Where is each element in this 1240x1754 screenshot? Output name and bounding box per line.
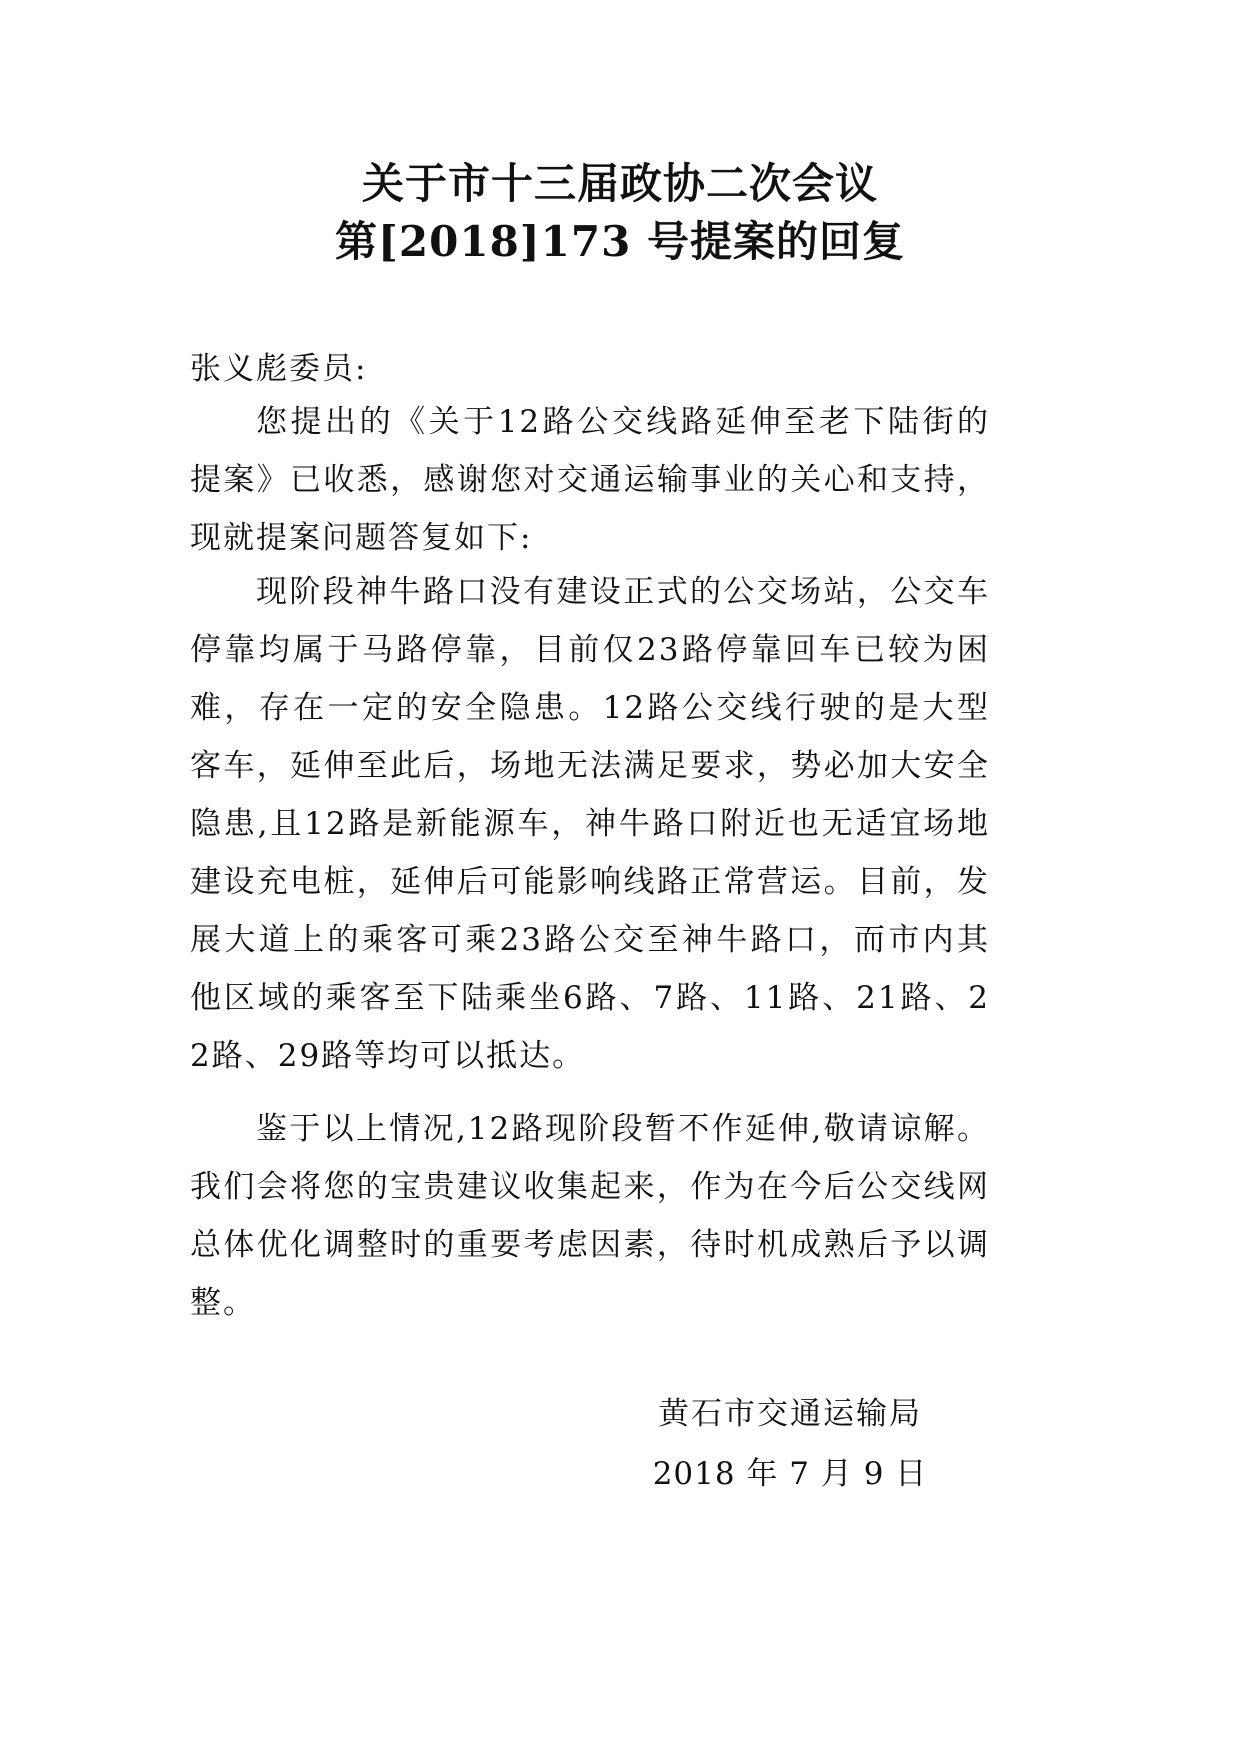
salutation: 张义彪委员: bbox=[190, 351, 368, 387]
signature-date: 2018 年 7 月 9 日 bbox=[652, 1456, 928, 1492]
paragraph-conclusion: 鉴于以上情况,12路现阶段暂不作延伸,敬请谅解。我们会将您的宝贵建议收集起来，作为在今后公交线网总体优化调整时的重要考虑因素，待时机成熟后予以调整。 bbox=[190, 1111, 990, 1321]
document-title-line1: 关于市十三届政协二次会议 bbox=[361, 159, 878, 208]
document-title-line2: 第[2018]173 号提案的回复 bbox=[335, 217, 905, 266]
signature-organization: 黄石市交通运输局 bbox=[658, 1396, 922, 1432]
paragraph-situation: 现阶段神牛路口没有建设正式的公交场站，公交车停靠均属于马路停靠，目前仅23路停靠回车已较为困难，存在一定的安全隐患。12路公交线行驶的是大型客车，延伸至此后，场地无法满足要求，势必加大安全隐患,且12路是新能源车，神牛路口附近也无适宜场地建设充电桩，延伸后可能影响线路正常营运。目前，发展大道上的乘客可乘23路公交至神牛路口，而市内其他区域的乘客至下陆乘坐6路、7路、11路、21路、22路、29路等均可以抵达。 bbox=[190, 574, 990, 1074]
paragraph-acknowledgement: 您提出的《关于12路公交线路延伸至老下陆街的提案》已收悉，感谢您对交通运输事业的关心和支持，现就提案问题答复如下: bbox=[190, 404, 990, 556]
